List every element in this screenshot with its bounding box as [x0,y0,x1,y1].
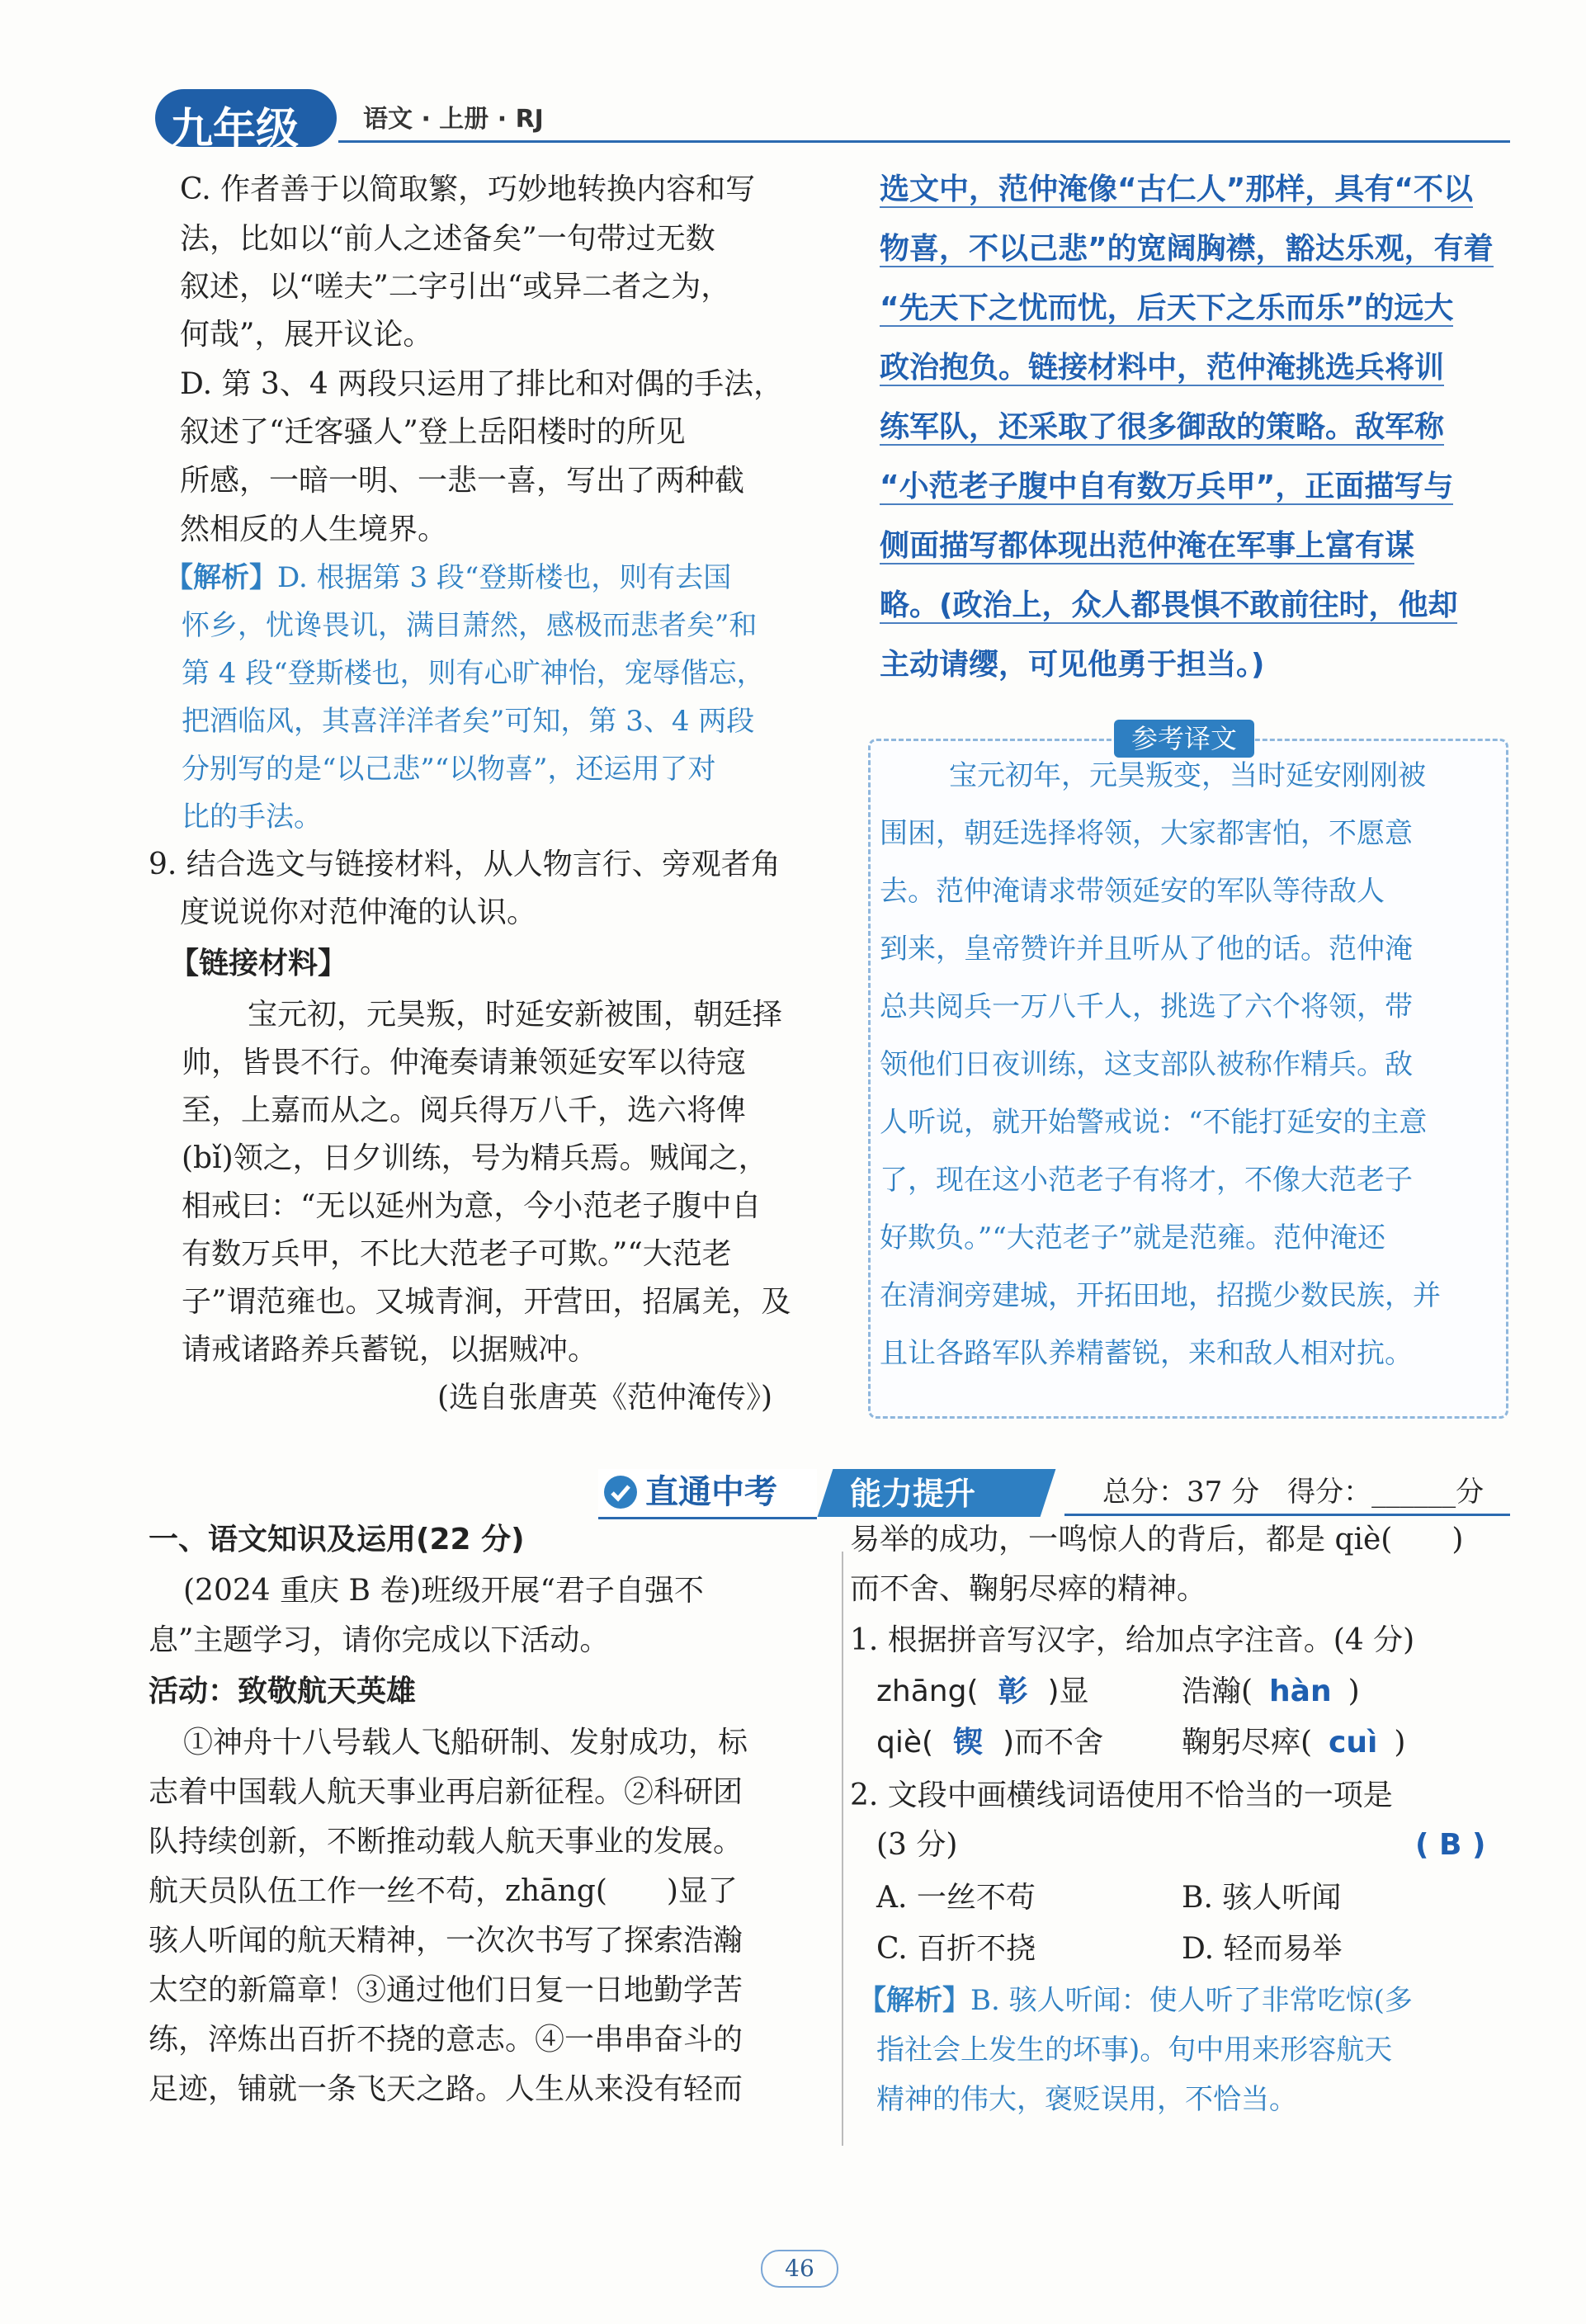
banner-right-label: 能力提升 [850,1476,976,1512]
grade-label: 九年级 [170,105,300,154]
q2-answer: ( B ) [1415,1828,1486,1862]
material-tag: 【链接材料】 [169,947,348,980]
page-number: 46 [761,2250,838,2288]
translation-title: 参考译文 [1114,720,1254,758]
grade-badge [155,89,337,154]
activity-title: 活动：致敬航天英雄 [149,1675,417,1708]
column-divider [842,1552,843,2146]
header-rule [338,140,1510,143]
header-subtitle: 语文 · 上册 · RJ [363,105,544,134]
q1-stem: 1. 根据拼音写汉字，给加点字注音。(4 分) [850,1623,1415,1657]
analysis-tag: 【解析】 [165,561,277,594]
banner-left-label: 直通中考 [645,1473,777,1511]
score-line: 总分：37 分 得分：______分 [1102,1476,1485,1509]
section1-heading: 一、语文知识及运用(22 分) [149,1523,525,1556]
material-source: (选自张唐英《范仲淹传》) [437,1381,773,1415]
score-rule [1064,1514,1510,1516]
check-icon [604,1476,637,1509]
